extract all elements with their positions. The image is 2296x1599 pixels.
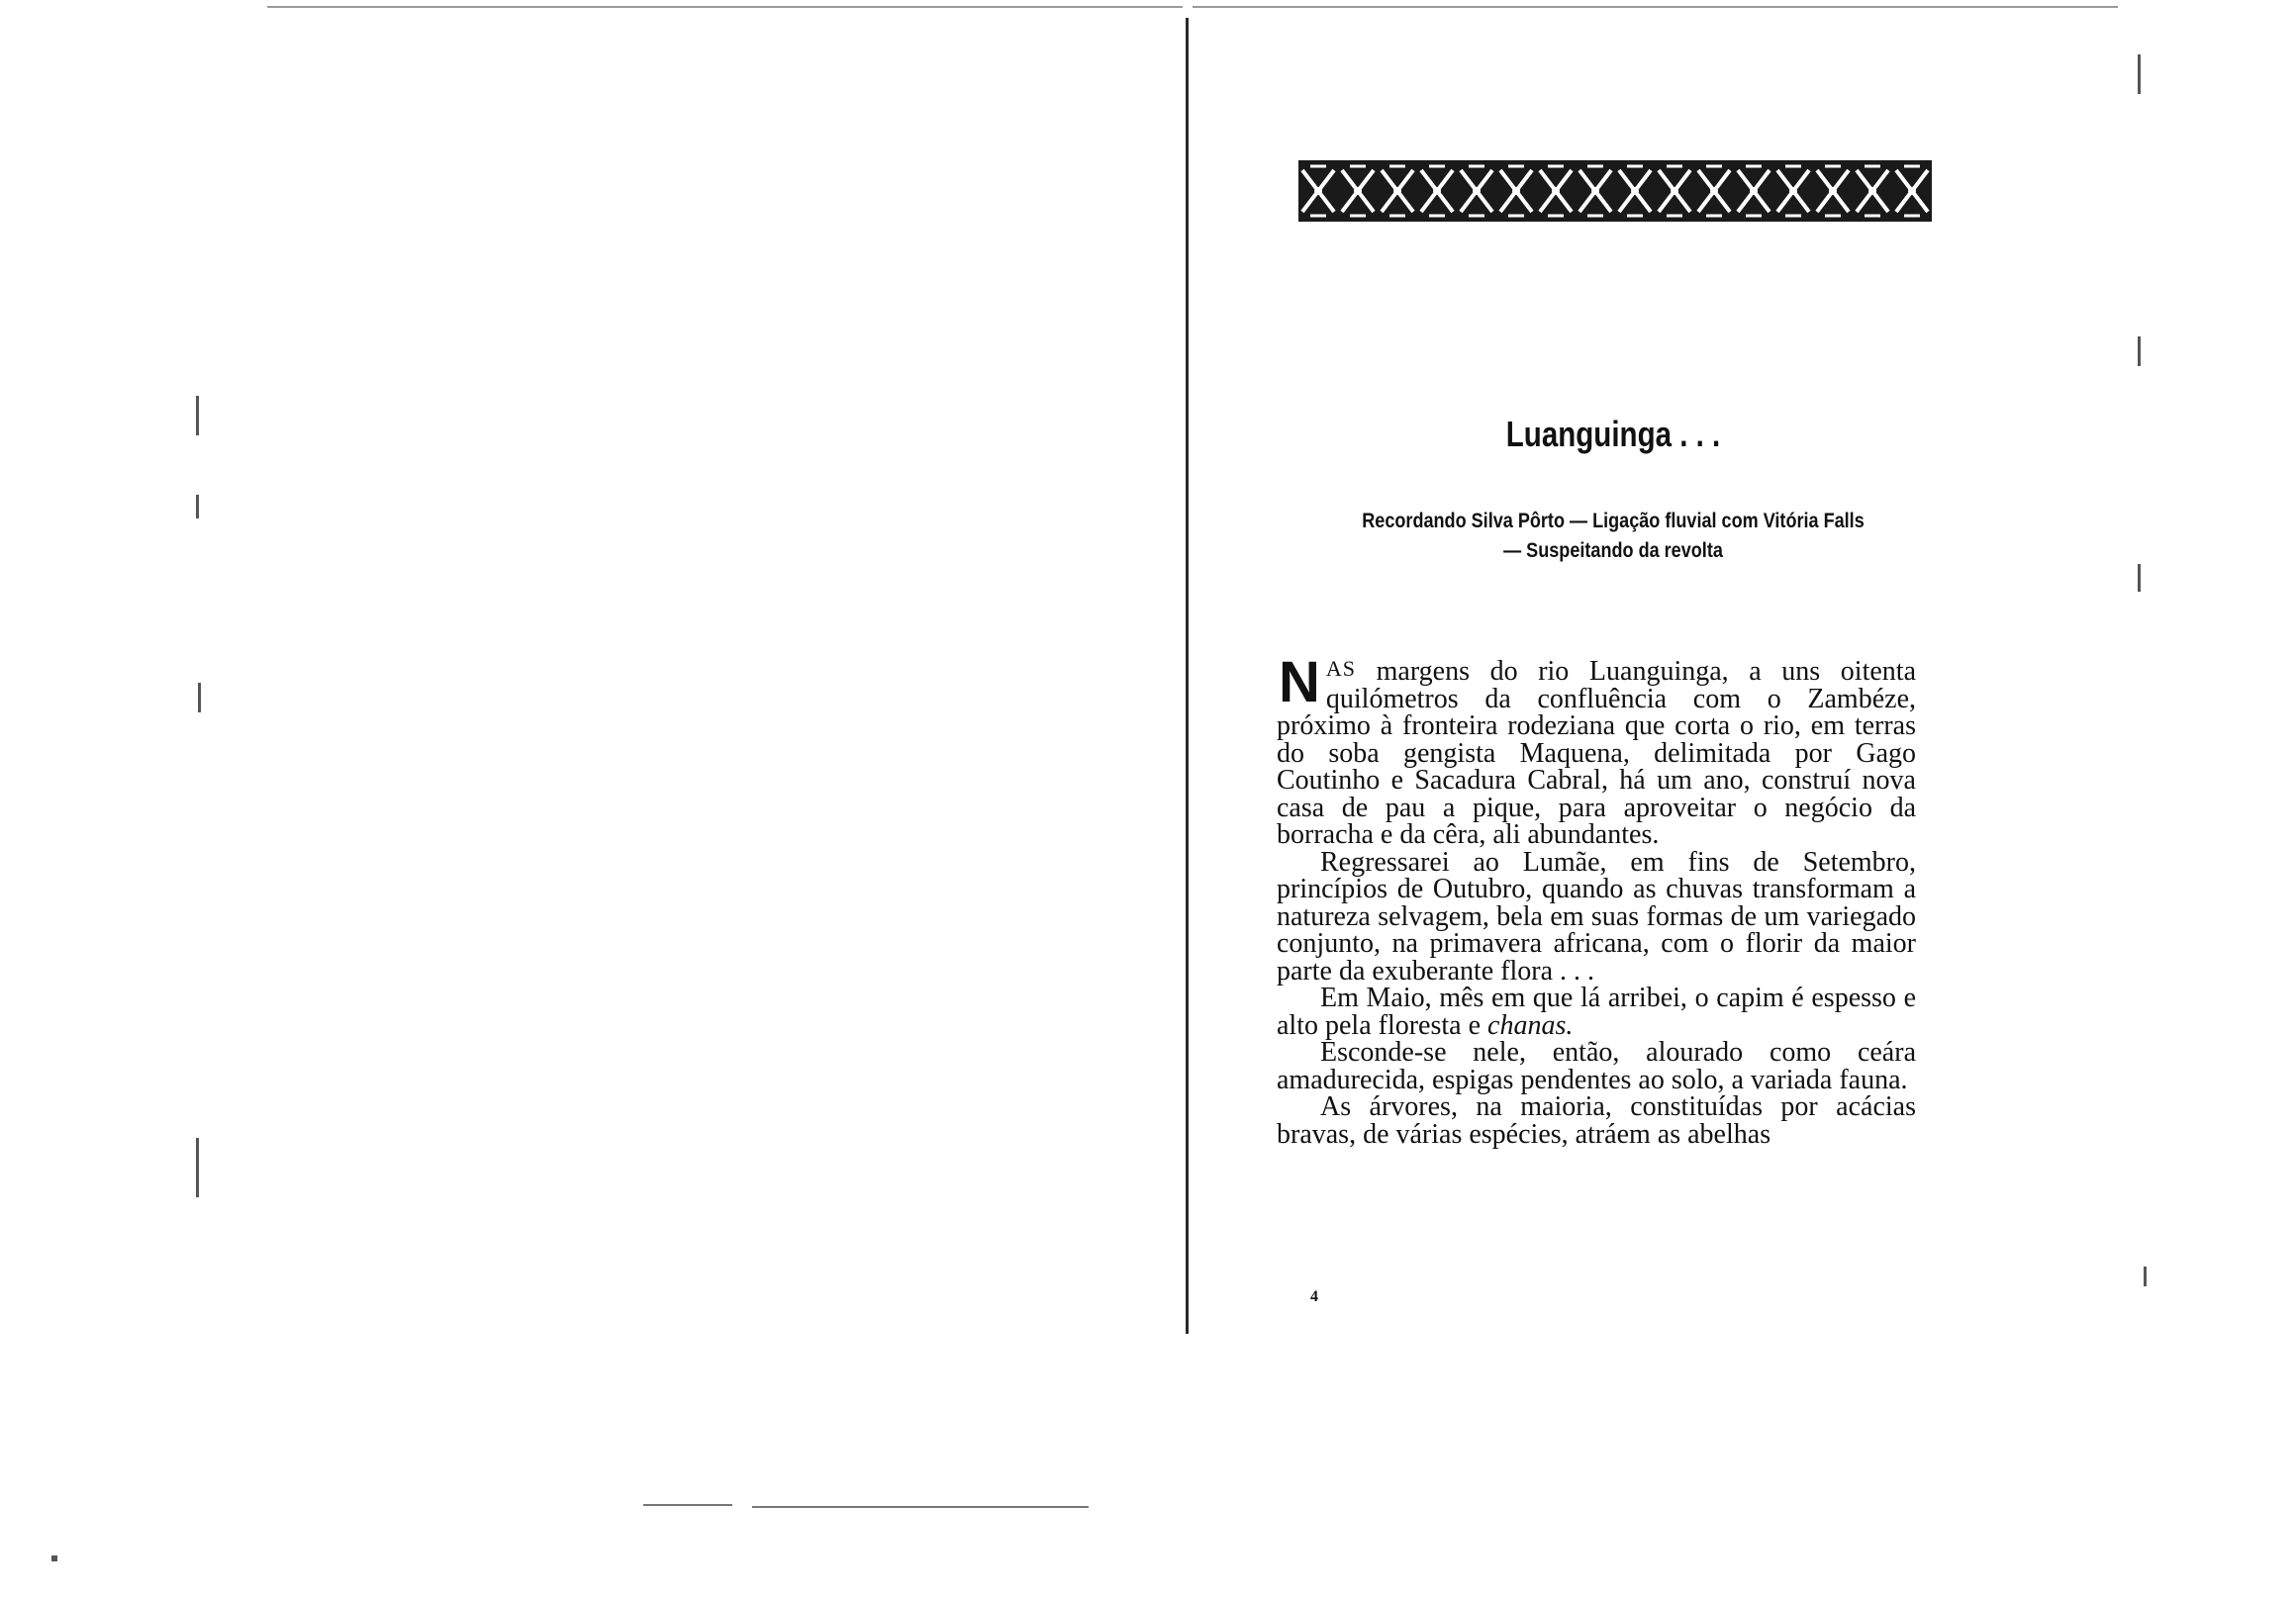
subtitle-line: Recordando Silva Pôrto — Ligação fluvial com Vitória Falls xyxy=(1362,510,1865,532)
paragraph: Regressarei ao Lumãe, em fins de Setembro, princípios de Outubro, quando as chuvas transformam a natureza selvagem, bela em suas formas de um variegado conjunto, na primavera africana, com o florir da maior parte da exuberante flora . . . xyxy=(1277,846,1916,987)
margin-mark xyxy=(196,1138,199,1197)
margin-mark xyxy=(196,495,199,518)
italic-term: chanas. xyxy=(1487,1009,1574,1041)
margin-mark xyxy=(196,396,199,435)
small-caps-lead: AS xyxy=(1325,656,1357,681)
margin-mark xyxy=(2144,1267,2147,1286)
paragraph: As árvores, na maioria, constituídas por acácias bravas, de várias espécies, atráem as abelhas xyxy=(1277,1091,1916,1150)
margin-mark xyxy=(2138,54,2141,94)
paragraph xyxy=(1277,650,1916,850)
margin-mark xyxy=(2138,564,2141,592)
top-edge-rule xyxy=(1193,6,2118,8)
page-number: 4 xyxy=(1310,1288,1318,1305)
margin-mark xyxy=(198,683,201,712)
paragraph-text: Em Maio, mês em que lá arribei, o capim é espesso e alto pela floresta e xyxy=(1277,983,1916,1041)
page-gutter xyxy=(1186,18,1189,1334)
ornament-band xyxy=(1298,160,1932,222)
subtitle-line: — Suspeitando da revolta xyxy=(1503,539,1723,562)
paragraph: Esconde-se nele, então, alourado como ceára amadurecida, espigas pendentes ao solo, a variada fauna. xyxy=(1277,1037,1916,1095)
margin-mark xyxy=(2138,336,2141,366)
paragraph xyxy=(1277,985,1916,1039)
bottom-edge-dash xyxy=(752,1506,1089,1508)
chapter-title: Luanguinga . . . xyxy=(1505,414,1721,454)
margin-mark xyxy=(51,1555,57,1561)
chapter-subtitle xyxy=(1324,507,1903,566)
drop-cap: N xyxy=(1279,650,1320,714)
bottom-edge-dash xyxy=(643,1504,732,1506)
top-edge-rule xyxy=(267,6,1183,8)
paragraph-text: margens do rio Luanguinga, a uns oitenta quilómetros da confluência com o Zambéze, próximo à fronteira rodeziana que corta o rio, em terras do soba gengista Maquena, delimitada por Gago Coutinho e Sacadura Cabral, há um ano, construí nova casa de pau a pique, para aproveitar o negócio da borracha e da cêra, ali abundantes. xyxy=(1277,656,1916,850)
body-text xyxy=(1277,650,1916,1150)
